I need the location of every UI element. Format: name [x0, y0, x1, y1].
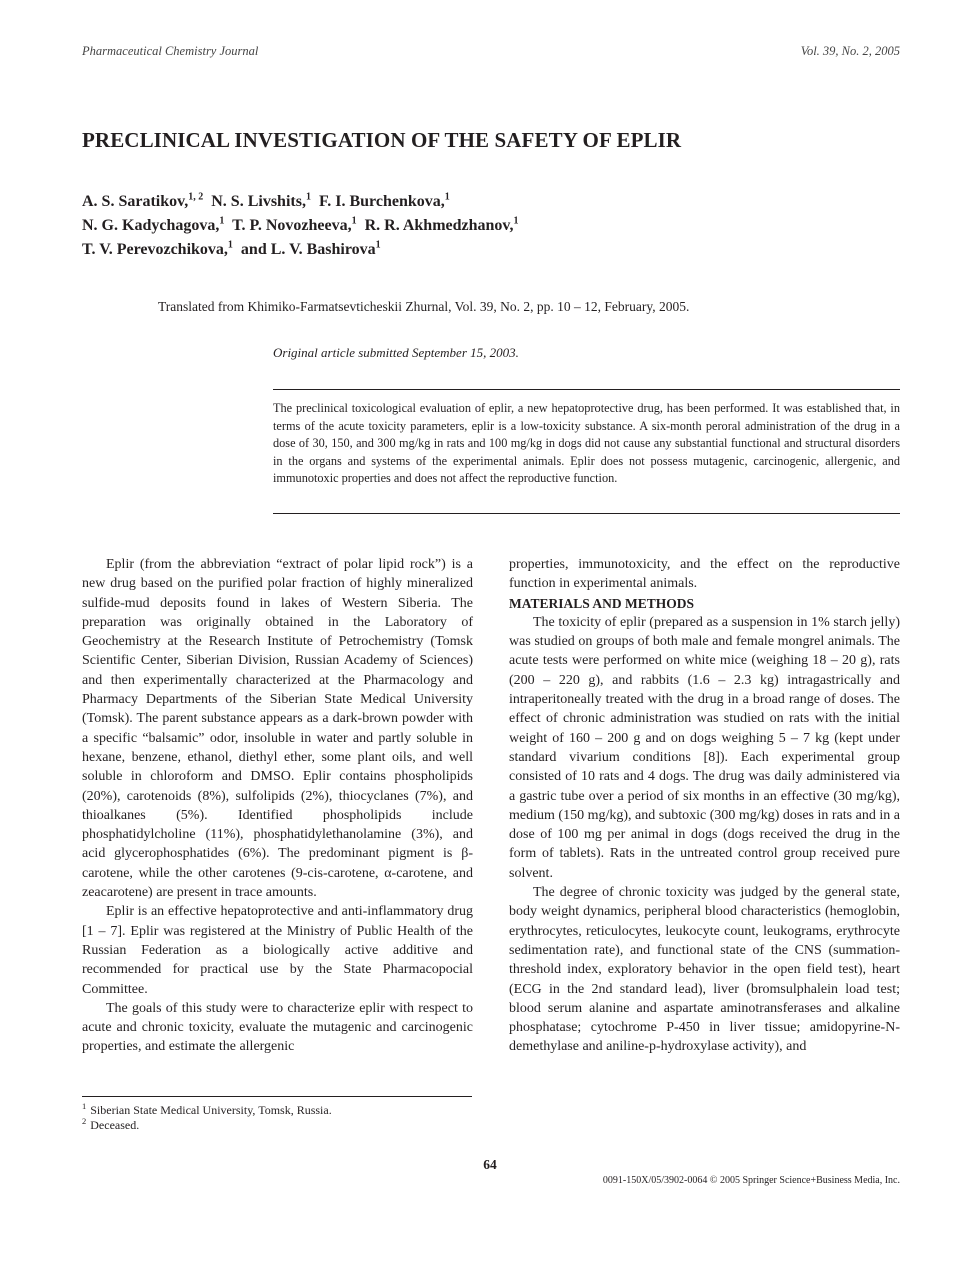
author-name: T. V. Perevozchikova,: [82, 241, 228, 258]
abstract-bottom-rule: [273, 513, 900, 514]
author-name: L. V. Bashirova: [270, 241, 376, 258]
affiliation-mark: 1, 2: [188, 191, 204, 203]
journal-name: Pharmaceutical Chemistry Journal: [82, 44, 259, 58]
author-line-3: [82, 238, 519, 262]
footnotes: [82, 1103, 332, 1133]
author-name: N. S. Livshits,: [211, 193, 306, 210]
author-line-2: [82, 214, 519, 238]
footnote-text: Deceased.: [90, 1118, 140, 1132]
copyright-line: 0091-150X/05/3902-0064 © 2005 Springer Science+Business Media, Inc.: [602, 1175, 900, 1186]
translation-note: Translated from Khimiko-Farmatsevticheskii Zhurnal, Vol. 39, No. 2, pp. 10 – 12, February, 2005.: [158, 299, 690, 314]
submission-date: Original article submitted September 15, 2003.: [273, 345, 519, 360]
author-name: R. R. Akhmedzhanov,: [364, 217, 514, 234]
section-heading: MATERIALS AND METHODS: [509, 595, 695, 611]
affiliation-mark: 1: [375, 239, 381, 251]
affiliation-mark: 1: [351, 215, 357, 227]
page-number: 64: [483, 1157, 497, 1172]
footnote-mark: 1: [82, 1101, 87, 1111]
left-column: [82, 555, 473, 1057]
affiliation-mark: 1: [305, 191, 311, 203]
author-conjunction: and: [240, 241, 267, 258]
author-name: T. P. Novozheeva,: [232, 217, 352, 234]
body-paragraph: The goals of this study were to characterize eplir with respect to acute and chronic toxicity, evaluate the mutagenic and carcinogenic properties, and estimate the allergenic: [82, 1000, 473, 1055]
body-paragraph: Eplir is an effective hepatoprotective and anti-inflammatory drug [1 – 7]. Eplir was registered at the Ministry of Public Health of the Russian Federation as a biologically active additive and recommended for practical use by the State Pharmacopocial Committee.: [82, 904, 473, 997]
article-title: PRECLINICAL INVESTIGATION OF THE SAFETY OF EPLIR: [82, 128, 682, 152]
abstract-top-rule: [273, 389, 900, 390]
footnote: [82, 1103, 332, 1118]
author-list: [82, 190, 519, 262]
author-name: F. I. Burchenkova,: [318, 193, 445, 210]
body-paragraph: The toxicity of eplir (prepared as a suspension in 1% starch jelly) was studied on groups of both male and female mongrel animals. The acute tests were performed on white mice (weighing 18 – 20 g), rats (200 – 220 g), and rabbits (1.6 – 2.3 kg) intragastrically and intraperitoneally treated with the drug in a broad range of doses. The effect of chronic administration was studied on rats with the initial weight of 160 – 200 g and on dogs weighing 5 – 7 kg (kept under standard vivarium conditions [8]). Each experimental group consisted of 10 rats and 4 dogs. The drug was daily administered via a gastric tube over a period of six months in an effective (30 mg/kg), medium (150 mg/kg), and subtoxic (300 mg/kg) doses in rats and in a dose of 100 mg per animal in dogs (dogs received the drug in the form of tablets). Rats in the untreated control group received pure solvent.: [509, 614, 900, 881]
affiliation-mark: 1: [219, 215, 225, 227]
affiliation-mark: 1: [444, 191, 450, 203]
affiliation-mark: 1: [513, 215, 519, 227]
author-line-1: [82, 190, 519, 214]
body-paragraph: Eplir (from the abbreviation “extract of polar lipid rock”) is a new drug based on the purified polar fraction of highly mineralized sulfide-mud deposits found in lakes of Western Siberia. The preparation was originally obtained in the Laboratory of Geochemistry at the Research Institute of Petrochemistry (Tomsk Scientific Center, Siberian Division, Russian Academy of Sciences) and then experimentally characterized at the Pharmacology and Pharmacy Departments of the Siberian State Medical University (Tomsk). The parent substance appears as a dark-brown powder with a specific “balsamic” odor, insoluble in water and partly soluble in hexane, benzene, ethanol, diethyl ether, some plant oils, and well soluble in chloroform and DMSO. Eplir contains phospholipids (20%), carotenoids (8%), sulfolipids (2%), thiocyclanes (7%), and thioalkanes (5%). Identified phospholipids include phosphatidylcholine (11%), phosphatidylethanolamine (3%), and acid glycerophosphatides (6%). The predominant pigment is β-carotene, while the other carotenes (9-cis-carotene, α-carotene, and zeacarotene) are present in trace amounts.: [82, 557, 473, 901]
affiliation-mark: 1: [227, 239, 233, 251]
author-name: A. S. Saratikov,: [82, 193, 189, 210]
body-paragraph: properties, immunotoxicity, and the effect on the reproductive function in experimental animals.: [509, 557, 900, 592]
abstract: The preclinical toxicological evaluation of eplir, a new hepatoprotective drug, has been performed. It was established that, in terms of the acute toxicity parameters, eplir is a low-toxicity substance. A six-month peroral administration of the drug in a dose of 30, 150, and 300 mg/kg in rats and 100 mg/kg in dogs did not cause any substantial functional and structural disorders in the organs and systems of the experimental animals. Eplir does not possess mutagenic, carcinogenic, allergenic, and immunotoxic properties and does not affect the reproductive function.: [273, 401, 900, 486]
right-column: [509, 555, 900, 1057]
footnote-text: Siberian State Medical University, Tomsk, Russia.: [90, 1103, 332, 1117]
author-name: N. G. Kadychagova,: [82, 217, 220, 234]
footnote: [82, 1118, 332, 1133]
volume-info: Vol. 39, No. 2, 2005: [800, 44, 900, 58]
footnote-mark: 2: [82, 1116, 87, 1126]
footnote-rule: [82, 1096, 472, 1097]
body-paragraph: The degree of chronic toxicity was judged by the general state, body weight dynamics, peripheral blood characteristics (hemoglobin, erythrocytes, reticulocytes, leukocyte count, leukograms, erythrocyte sedimentation rate), and functional state of the CNS (summation-threshold index, exploratory behavior in the open field test), heart (ECG in the 2nd standard lead), liver (bromsulphalein load test; blood serum alanine and aspartate aminotransferases and alkaline phosphatase; cytochrome P-450 in liver tissue; amidopyrine-N-demethylase and aniline-p-hydroxylase activity), and: [509, 885, 900, 1055]
